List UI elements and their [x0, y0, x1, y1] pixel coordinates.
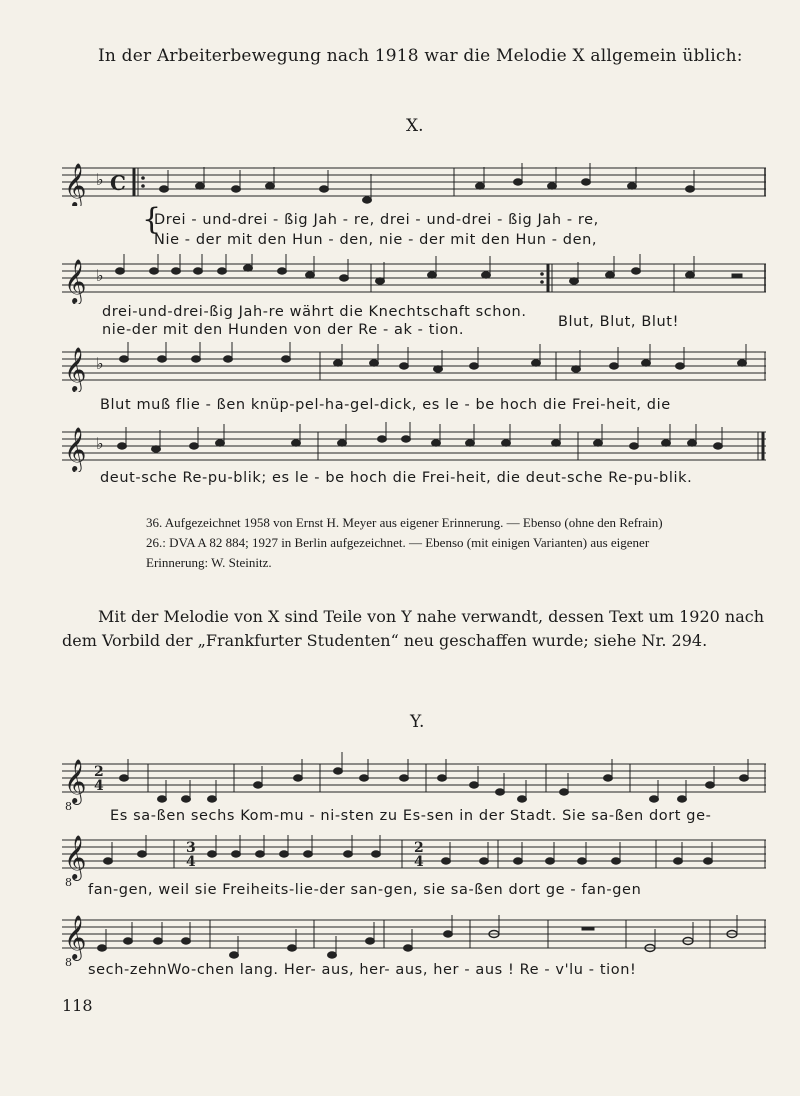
footnote-1: 36. Aufgezeichnet 1958 von Ernst H. Meyer aus eigener Erinnerung. — Ebenso (ohne den Refrain)	[146, 515, 663, 530]
footnote-3: Erinnerung: W. Steinitz.	[146, 555, 272, 570]
staff-y-3	[62, 908, 768, 966]
x-line-1-lyrics-a: Drei - und-drei - ßig Jah - re, drei - und-drei - ßig Jah - re,	[154, 212, 599, 228]
svg-text:4: 4	[186, 854, 196, 870]
x-line-3-lyrics: Blut muß flie - ßen knüp-pel-ha-gel-dick, es le - be hoch die Frei-heit, die	[100, 397, 671, 413]
svg-text:2: 2	[414, 840, 424, 856]
svg-text:3: 3	[186, 840, 196, 856]
staff-y-2	[62, 828, 768, 886]
svg-text:𝄞: 𝄞	[64, 915, 87, 959]
svg-text:8: 8	[65, 956, 72, 966]
svg-text:♭: ♭	[96, 266, 104, 285]
svg-text:𝄞: 𝄞	[64, 835, 87, 879]
svg-text:8: 8	[65, 876, 72, 886]
lyrics-brace: {	[142, 202, 162, 237]
staff-x-1	[62, 160, 768, 206]
svg-text:𝄞: 𝄞	[64, 347, 87, 391]
svg-text:8: 8	[65, 800, 72, 810]
staff-x-3	[62, 342, 768, 392]
svg-text:♭: ♭	[96, 434, 104, 453]
x-refrain-lyrics: Blut, Blut, Blut!	[558, 314, 680, 330]
svg-text:𝄞: 𝄞	[64, 163, 87, 206]
staff-x-2	[62, 254, 768, 304]
x-line-1-lyrics-b: Nie - der mit den Hun - den, nie - der mit den Hun - den,	[154, 232, 598, 248]
svg-text:𝄞: 𝄞	[64, 427, 87, 471]
song-y-label: Y.	[410, 712, 425, 732]
y-line-3-lyrics: sech-zehnWo-chen lang. Her- aus, her- aus, her - aus ! Re - v'lu - tion!	[88, 962, 637, 978]
svg-text:𝄞: 𝄞	[64, 259, 87, 303]
svg-text:𝄞: 𝄞	[64, 759, 87, 803]
staff-x-4	[62, 422, 768, 472]
svg-text:♭: ♭	[96, 170, 104, 189]
x-line-4-lyrics: deut-sche Re-pu-blik; es le - be hoch die Frei-heit, die deut-sche Re-pu-blik.	[100, 470, 693, 486]
svg-text:C: C	[110, 171, 126, 195]
staff-y-1	[62, 752, 768, 810]
y-line-1-lyrics: Es sa-ßen sechs Kom-mu - ni-sten zu Es-sen in der Stadt. Sie sa-ßen dort ge-	[110, 808, 712, 824]
footnote-2: 26.: DVA A 82 884; 1927 in Berlin aufgezeichnet. — Ebenso (mit einigen Varianten) aus eigener	[146, 535, 650, 550]
svg-text:4: 4	[414, 854, 424, 870]
paragraph-line-1: Mit der Melodie von X sind Teile von Y nahe verwandt, dessen Text um 1920 nach	[98, 607, 765, 626]
intro-text: In der Arbeiterbewegung nach 1918 war die Melodie X allgemein üblich:	[98, 46, 743, 66]
page-number: 118	[62, 996, 93, 1015]
paragraph-line-2: dem Vorbild der „Frankfurter Studenten“ neu geschaffen wurde; siehe Nr. 294.	[62, 631, 708, 650]
svg-text:2: 2	[94, 764, 104, 780]
x-line-2-lyrics-b: nie-der mit den Hunden von der Re - ak - tion.	[102, 322, 465, 338]
song-x-label: X.	[406, 116, 424, 136]
svg-text:♭: ♭	[96, 354, 104, 373]
svg-text:4: 4	[94, 778, 104, 794]
y-line-2-lyrics: fan-gen, weil sie Freiheits-lie-der san-gen, sie sa-ßen dort ge - fan-gen	[88, 882, 642, 898]
x-line-2-lyrics-a: drei-und-drei-ßig Jah-re währt die Knechtschaft schon.	[102, 304, 527, 320]
